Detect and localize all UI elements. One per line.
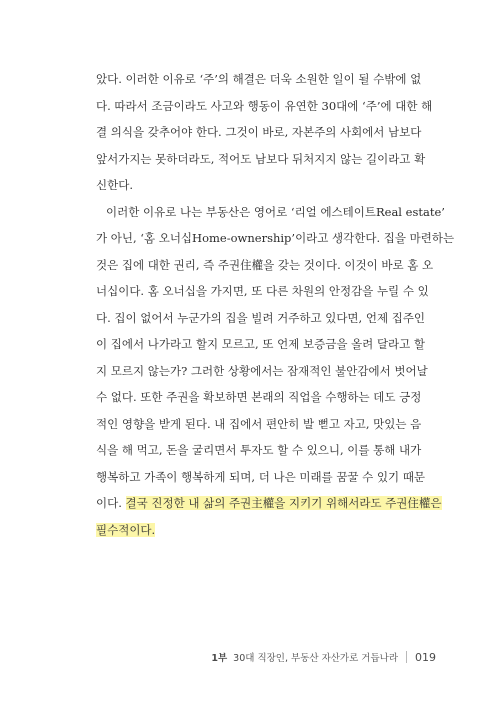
text-line: 가 아닌, ‘홈 오너십Home-ownership’이라고 생각한다. 집을 마련하는: [96, 231, 455, 245]
text-line: 수 없다. 또한 주권을 확보하면 본래의 직업을 수행하는 데도 긍정: [96, 390, 422, 404]
text-line-with-highlight: [96, 490, 442, 517]
text-line: 식을 해 먹고, 돈을 굴리면서 투자도 할 수 있으니, 이를 통해 내가: [96, 443, 422, 457]
text-line: 적인 영향을 받게 된다. 내 집에서 편안히 발 뻗고 자고, 맛있는 음: [96, 416, 422, 431]
text-line: 행복하고 가족이 행복하게 되며, 더 나은 미래를 꿈꿀 수 있기 때문: [96, 469, 426, 484]
text-line: 다. 집이 없어서 누군가의 집을 빌려 거주하고 있다면, 언제 집주인: [96, 310, 426, 325]
text-line: 았다. 이러한 이유로 ‘주’의 해결은 더욱 소원한 일이 될 수밖에 없: [96, 72, 422, 86]
text-line: 이 집에서 나가라고 할지 모르고, 또 언제 보증금을 올려 달라고 할: [96, 337, 426, 351]
footer-part-label: 1부: [211, 653, 228, 664]
text-line: 지 모르지 않는가? 그러한 상황에서는 잠재적인 불안감에서 벗어날: [96, 363, 428, 378]
footer-chapter-title: 30대 직장인, 부동산 자산가로 거듭나라: [233, 653, 398, 664]
text-line: 것은 집에 대한 권리, 즉 주권住權을 갖는 것이다. 이것이 바로 홈 오: [96, 257, 434, 272]
text-line-highlighted: [96, 517, 430, 544]
text-line: 이러한 이유로 나는 부동산은 영어로 ‘리얼 에스테이트Real estate’: [106, 204, 445, 219]
body-text: [96, 66, 455, 543]
page-footer: [211, 648, 436, 666]
text-line: 신한다.: [96, 178, 133, 192]
footer-divider: [406, 651, 407, 663]
text-segment: 이다.: [96, 496, 122, 510]
highlighted-text: 필수적이다.: [96, 522, 156, 537]
text-line: 앞서가지는 못하더라도, 적어도 남보다 뒤처지지 않는 길이라고 확: [96, 151, 426, 166]
text-line: 다. 따라서 조금이라도 사고와 행동이 유연한 30대에 ‘주’에 대한 해: [96, 98, 433, 113]
text-line: 너십이다. 홈 오너십을 가지면, 또 다른 차원의 안정감을 누릴 수 있: [96, 284, 429, 298]
text-line: 결 의식을 갖추어야 한다. 그것이 바로, 자본주의 사회에서 남보다: [96, 125, 422, 139]
page-number: 019: [415, 650, 436, 664]
highlighted-text: 결국 진정한 내 삶의 주권主權을 지키기 위해서라도 주권住權은: [125, 496, 442, 510]
